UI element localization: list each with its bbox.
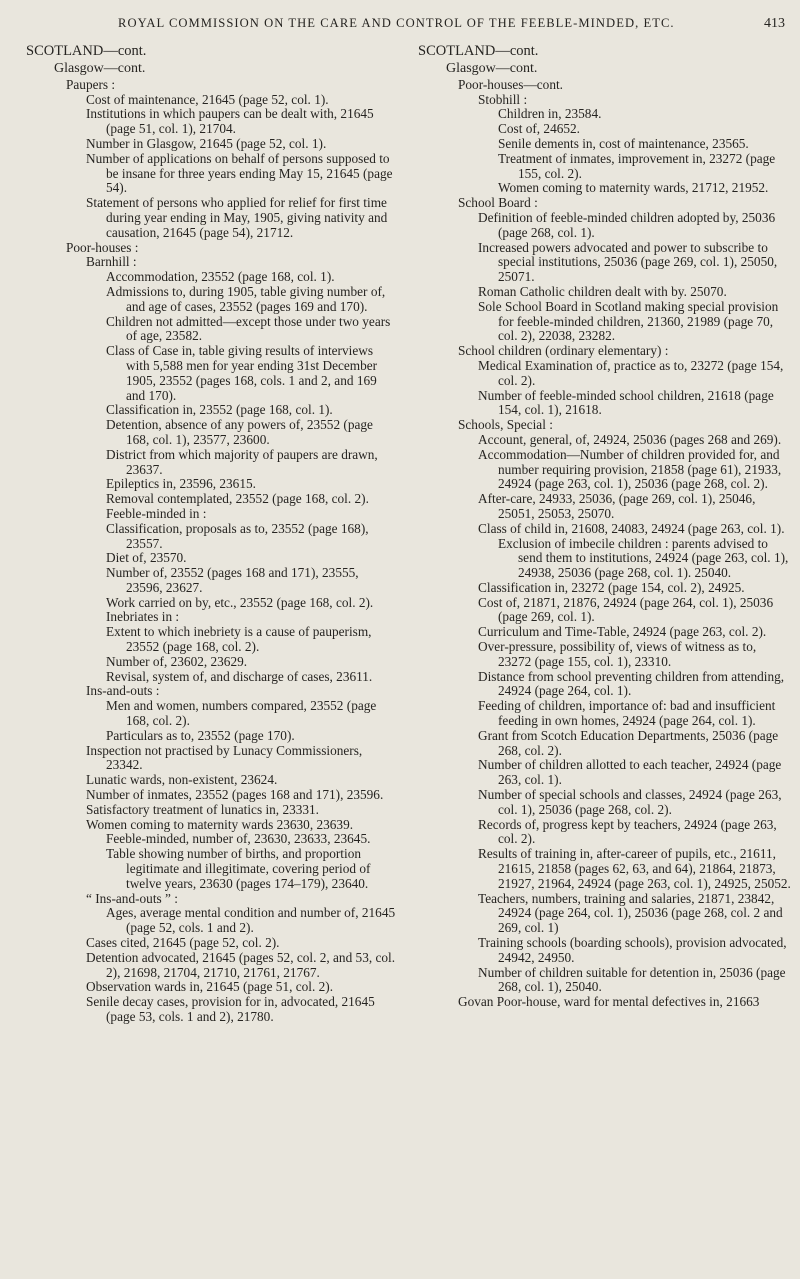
index-entry: Feeble-minded in : — [106, 505, 207, 521]
index-entry: After-care, 24933, 25036, (page 269, col. 1), 25046, 25051, 25053, 25070. — [478, 491, 756, 521]
index-entry: Cost of, 21871, 21876, 24924 (page 264, col. 1), 25036 (page 269, col. 1). — [478, 594, 774, 625]
index-entry: Feeble-minded, number of, 23630, 23633, 23645. — [106, 831, 371, 847]
index-entry: Institutions in which paupers can be dealt with, 21645 (page 51, col. 1), 21704. — [86, 106, 374, 137]
index-entry: Work carried on by, etc., 23552 (page 168, col. 2). — [106, 594, 374, 610]
index-entry: Table showing number of births, and proportion legitimate and illegitimate, covering period of twelve years, 23630 (pages 174–179), 23640. — [106, 846, 371, 891]
index-entry: Inspection not practised by Lunacy Commissioners, 23342. — [86, 742, 363, 773]
index-entry: Epileptics in, 23596, 23615. — [106, 476, 256, 492]
index-entry: Sole School Board in Scotland making special provision for feeble-minded children, 21360, 21989 (page 70, col. 2), 22038, 23282. — [478, 298, 779, 344]
index-entry: Training schools (boarding schools), provision advocated, 24942, 24950. — [478, 935, 787, 965]
index-entry: Govan Poor-house, ward for mental defectives in, 21663 — [458, 994, 760, 1010]
index-entry: Women coming to maternity wards, 21712, 21952. — [498, 180, 769, 196]
column-heading: SCOTLAND—cont. — [418, 43, 539, 59]
index-entry: School Board : — [458, 195, 538, 211]
index-entry: Number of inmates, 23552 (pages 168 and 171), 23596. — [86, 787, 384, 803]
index-entry: Extent to which inebriety is a cause of pauperism, 23552 (page 168, col. 2). — [106, 624, 372, 655]
index-entry: Number in Glasgow, 21645 (page 52, col. 1). — [86, 135, 327, 151]
index-entry: Ins-and-outs : — [86, 683, 160, 699]
index-entries — [26, 78, 398, 1025]
index-entry: Senile decay cases, provision for in, advocated, 21645 (page 53, cols. 1 and 2), 21780. — [86, 994, 375, 1024]
index-entry: District from which majority of paupers are drawn, 23637. — [106, 446, 378, 477]
index-entry: Number of, 23552 (pages 168 and 171), 23555, 23596, 23627. — [106, 565, 359, 595]
index-entry: Number of applications on behalf of persons supposed to be insane for three years ending May 15, 21645 (page 54). — [86, 150, 393, 196]
index-entry: Curriculum and Time-Table, 24924 (page 263, col. 2). — [478, 624, 767, 640]
index-entry: Men and women, numbers compared, 23552 (page 168, col. 2). — [106, 698, 377, 729]
index-entry: Stobhill : — [478, 91, 528, 107]
index-entry: Number of special schools and classes, 24924 (page 263, col. 1), 25036 (page 268, col. 2). — [478, 787, 782, 817]
index-entry: Paupers : — [66, 76, 116, 92]
index-entry: “ Ins-and-outs ” : — [86, 890, 178, 906]
index-entry: Children not admitted—except those under two years of age, 23582. — [106, 313, 391, 344]
index-entry: Accommodation—Number of children provided for, and number requiring provision, 21858 (page 61), 21933, 24924 (page 263, col. 1), 25036 (page 268, col. 2). — [478, 446, 782, 492]
index-entry: Results of training in, after-career of pupils, etc., 21611, 21615, 21858 (pages 62, 63, and 64), 21864, 21873, 21927, 21964, 24924 (page 263, col. 1), 24925, 25052. — [478, 846, 791, 891]
index-entry: Detention, absence of any powers of, 23552 (page 168, col. 1), 23577, 23600. — [106, 417, 373, 447]
page-number: 413 — [764, 16, 785, 31]
column-heading: SCOTLAND—cont. — [26, 43, 147, 59]
index-entry: Accommodation, 23552 (page 168, col. 1). — [106, 269, 335, 285]
index-entry: Barnhill : — [86, 254, 137, 270]
index-entry: Feeding of children, importance of: bad and insufficient feeding in own homes, 24924 (page 264, col. 1). — [478, 698, 776, 729]
index-entry: Cases cited, 21645 (page 52, col. 2). — [86, 935, 280, 951]
right-column — [418, 44, 792, 1010]
index-entry: Classification, proposals as to, 23552 (page 168), 23557. — [106, 520, 369, 551]
index-entry: Revisal, system of, and discharge of cases, 23611. — [106, 668, 373, 684]
index-entry: Number of children allotted to each teacher, 24924 (page 263, col. 1). — [478, 757, 782, 788]
index-entry: Admissions to, during 1905, table giving number of, and age of cases, 23552 (pages 169 and 170). — [106, 283, 386, 314]
index-entry: Distance from school preventing children from attending, 24924 (page 264, col. 1). — [478, 668, 785, 699]
index-entry: Classification in, 23272 (page 154, col. 2), 24925. — [478, 579, 745, 595]
index-entry: Medical Examination of, practice as to, 23272 (page 154, col. 2). — [478, 357, 784, 388]
index-entry: Cost of, 24652. — [498, 121, 581, 137]
index-entry: Inebriates in : — [106, 609, 180, 625]
index-entry: Exclusion of imbecile children : parents advised to send them to institutions, 24924 (page 263, col. 1), 24938, 25036 (page 268, col. 1). 25040. — [498, 535, 789, 581]
index-entry: Ages, average mental condition and number of, 21645 (page 52, cols. 1 and 2). — [106, 905, 396, 936]
index-entry: Class of Case in, table giving results of interviews with 5,588 men for year ending 31st December 1905, 23552 (pages 168, cols. 1 and 2, and 169 and 170). — [106, 343, 378, 403]
index-entry: Classification in, 23552 (page 168, col. 1). — [106, 402, 333, 418]
index-entry: Account, general, of, 24924, 25036 (pages 268 and 269). — [478, 431, 782, 447]
index-entry: Senile dements in, cost of maintenance, 23565. — [498, 135, 749, 151]
index-entry: Treatment of inmates, improvement in, 23272 (page 155, col. 2). — [498, 150, 776, 181]
index-entry: Number of children suitable for detention in, 25036 (page 268, col. 1), 25040. — [478, 964, 786, 995]
index-entries — [418, 78, 792, 1010]
index-entry: Children in, 23584. — [498, 106, 602, 122]
index-entry: Removal contemplated, 23552 (page 168, col. 2). — [106, 491, 369, 507]
index-entry: Poor-houses—cont. — [458, 76, 563, 92]
left-column — [26, 44, 398, 1025]
index-entry: Number of feeble-minded school children, 21618 (page 154, col. 1), 21618. — [478, 387, 774, 418]
column-subheading: Glasgow—cont. — [54, 60, 146, 76]
index-entry: Over-pressure, possibility of, views of witness as to, 23272 (page 155, col. 1), 23310. — [478, 639, 757, 669]
running-head-title: ROYAL COMMISSION ON THE CARE AND CONTROL OF THE FEEBLE-MINDED, ETC. — [118, 16, 675, 30]
index-entry: Observation wards in, 21645 (page 51, col. 2). — [86, 979, 334, 995]
index-entry: Particulars as to, 23552 (page 170). — [106, 727, 295, 743]
index-entry: Lunatic wards, non-existent, 23624. — [86, 772, 278, 788]
column-subheading: Glasgow—cont. — [446, 60, 538, 76]
index-entry: Cost of maintenance, 21645 (page 52, col. 1). — [86, 91, 329, 107]
index-entry: Number of, 23602, 23629. — [106, 653, 248, 669]
index-entry: Roman Catholic children dealt with by. 25070. — [478, 283, 727, 299]
index-entry: Teachers, numbers, training and salaries, 21871, 23842, 24924 (page 264, col. 1), 25036 (page 268, col. 2 and 269, col. 1) — [478, 890, 783, 936]
index-entry: Women coming to maternity wards 23630, 23639. — [86, 816, 354, 832]
index-entry: Statement of persons who applied for relief for first time during year ending in May, 1905, giving nativity and causation, 21645 (page 54), 21712. — [86, 195, 388, 240]
index-entry: School children (ordinary elementary) : — [458, 343, 669, 359]
index-entry: Class of child in, 21608, 24083, 24924 (page 263, col. 1). — [478, 520, 785, 536]
index-entry: Detention advocated, 21645 (pages 52, col. 2, and 53, col. 2), 21698, 21704, 21710, 21761, 21767. — [86, 949, 396, 980]
index-entry: Diet of, 23570. — [106, 550, 187, 566]
index-entry: Records of, progress kept by teachers, 24924 (page 263, col. 2). — [478, 816, 777, 847]
index-entry: Schools, Special : — [458, 417, 553, 433]
index-entry: Grant from Scotch Education Departments, 25036 (page 268, col. 2). — [478, 727, 779, 758]
index-entry: Increased powers advocated and power to subscribe to special institutions, 25036 (page 269, col. 1), 25050, 25071. — [478, 239, 778, 285]
index-entry: Definition of feeble-minded children adopted by, 25036 (page 268, col. 1). — [478, 209, 776, 240]
index-entry: Satisfactory treatment of lunatics in, 23331. — [86, 801, 320, 817]
index-entry: Poor-houses : — [66, 239, 139, 255]
